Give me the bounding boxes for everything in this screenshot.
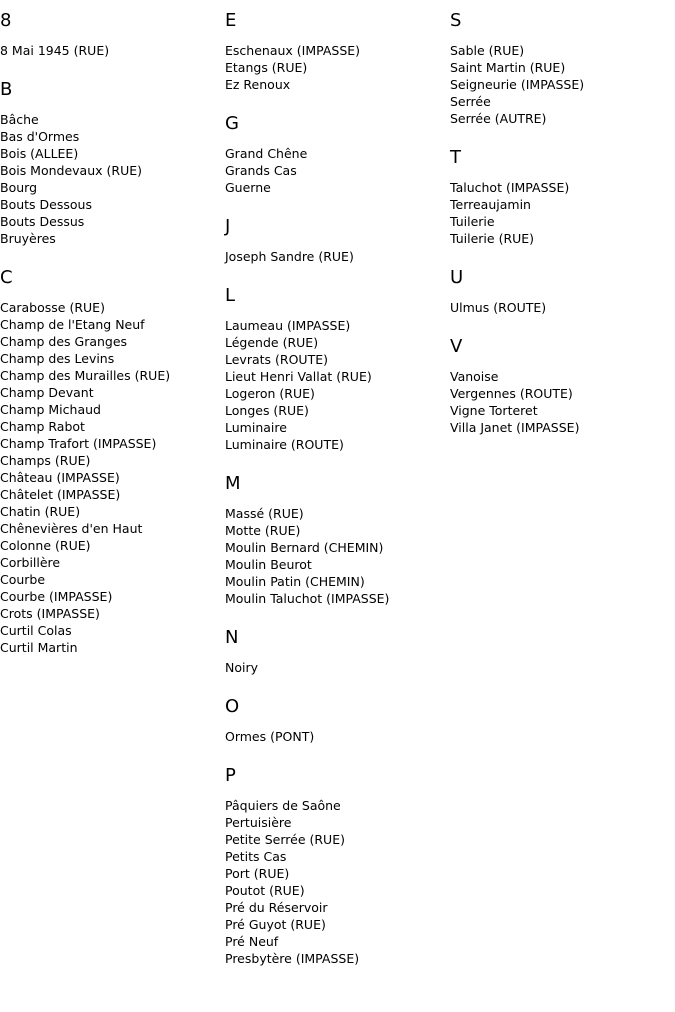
street-name: Bâche: [0, 112, 39, 127]
street-name: Bouts Dessous: [0, 197, 92, 212]
street-list: [225, 797, 450, 967]
street-name: Curtil Colas: [0, 623, 72, 638]
letter-heading: 8: [0, 10, 12, 31]
street-name: Châtelet (IMPASSE): [0, 487, 121, 502]
street-name: Luminaire (ROUTE): [225, 437, 344, 452]
letter-section: [225, 285, 450, 473]
street-list: [0, 299, 225, 656]
letter-section: [0, 267, 225, 676]
street-name: Crots (IMPASSE): [0, 606, 100, 621]
street-name: Champ Rabot: [0, 419, 85, 434]
street-name: Laumeau (IMPASSE): [225, 318, 351, 333]
index-column-3: [450, 10, 675, 987]
street-list: [225, 505, 450, 607]
letter-heading: E: [225, 10, 237, 31]
index-column-1: [0, 10, 225, 987]
street-list: [450, 368, 675, 436]
letter-heading: T: [450, 147, 461, 168]
street-list: [0, 42, 225, 59]
street-list: [225, 728, 450, 745]
street-name: Chatin (RUE): [0, 504, 81, 519]
street-name: Petite Serrée (RUE): [225, 832, 345, 847]
street-name: Champ des Levins: [0, 351, 115, 366]
street-list: [450, 179, 675, 247]
letter-heading: J: [225, 216, 231, 237]
letter-heading: L: [225, 285, 236, 306]
street-name: Bois (ALLEE): [0, 146, 79, 161]
street-name: Curtil Martin: [0, 640, 78, 655]
letter-heading: B: [0, 79, 13, 100]
street-name: Joseph Sandre (RUE): [225, 249, 354, 264]
street-list: [225, 317, 450, 453]
street-name: Pré Guyot (RUE): [225, 917, 326, 932]
street-name: Champ de l'Etang Neuf: [0, 317, 145, 332]
street-name: Pré Neuf: [225, 934, 279, 949]
letter-heading: C: [0, 267, 13, 288]
street-name: Seigneurie (IMPASSE): [450, 77, 585, 92]
street-name: Chênevières d'en Haut: [0, 521, 143, 536]
street-name: 8 Mai 1945 (RUE): [0, 43, 110, 58]
street-name: Moulin Beurot: [225, 557, 312, 572]
letter-heading: M: [225, 473, 241, 494]
street-name: Luminaire: [225, 420, 287, 435]
street-name: Longes (RUE): [225, 403, 309, 418]
street-name: Petits Cas: [225, 849, 287, 864]
street-name: Pertuisière: [225, 815, 292, 830]
street-name: Tuilerie: [450, 214, 495, 229]
street-name: Château (IMPASSE): [0, 470, 120, 485]
street-name: Villa Janet (IMPASSE): [450, 420, 580, 435]
letter-heading: S: [450, 10, 462, 31]
street-name: Champ des Murailles (RUE): [0, 368, 171, 383]
street-name: Poutot (RUE): [225, 883, 305, 898]
street-name: Ormes (PONT): [225, 729, 315, 744]
street-name: Serrée (AUTRE): [450, 111, 547, 126]
street-name: Ulmus (ROUTE): [450, 300, 547, 315]
street-list: [450, 299, 675, 316]
letter-heading: V: [450, 336, 463, 357]
street-list: [0, 111, 225, 247]
street-name: Moulin Patin (CHEMIN): [225, 574, 365, 589]
letter-section: [225, 627, 450, 696]
street-name: Etangs (RUE): [225, 60, 308, 75]
street-name: Vergennes (ROUTE): [450, 386, 573, 401]
street-name: Légende (RUE): [225, 335, 319, 350]
letter-section: [225, 696, 450, 765]
letter-heading: U: [450, 267, 464, 288]
street-name: Carabosse (RUE): [0, 300, 105, 315]
street-name: Grand Chêne: [225, 146, 308, 161]
letter-section: [0, 79, 225, 267]
street-name: Vanoise: [450, 369, 499, 384]
street-list: [225, 145, 450, 196]
street-name: Ez Renoux: [225, 77, 291, 92]
letter-section: [225, 765, 450, 987]
letter-heading: G: [225, 113, 239, 134]
street-name: Bourg: [0, 180, 37, 195]
letter-heading: P: [225, 765, 236, 786]
street-name: Champs (RUE): [0, 453, 91, 468]
street-name: Corbillère: [0, 555, 61, 570]
street-name: Pré du Réservoir: [225, 900, 328, 915]
letter-section: [225, 113, 450, 216]
letter-section: [225, 216, 450, 285]
street-list: [225, 248, 450, 265]
letter-heading: O: [225, 696, 240, 717]
letter-section: [0, 10, 225, 79]
street-name: Courbe: [0, 572, 46, 587]
letter-section: [450, 147, 675, 267]
street-name: Taluchot (IMPASSE): [450, 180, 570, 195]
street-name: Moulin Taluchot (IMPASSE): [225, 591, 390, 606]
street-name: Champ Devant: [0, 385, 94, 400]
street-name: Bruyères: [0, 231, 56, 246]
street-name: Champ Michaud: [0, 402, 101, 417]
street-name: Pâquiers de Saône: [225, 798, 341, 813]
street-name: Lieut Henri Vallat (RUE): [225, 369, 372, 384]
street-name: Terreaujamin: [450, 197, 531, 212]
street-name: Noiry: [225, 660, 259, 675]
letter-heading: N: [225, 627, 239, 648]
street-name: Massé (RUE): [225, 506, 304, 521]
index-column-2: [225, 10, 450, 987]
street-name: Champ Trafort (IMPASSE): [0, 436, 157, 451]
letter-section: [225, 10, 450, 113]
street-name: Guerne: [225, 180, 271, 195]
street-name: Levrats (ROUTE): [225, 352, 328, 367]
letter-section: [450, 10, 675, 147]
street-name: Motte (RUE): [225, 523, 301, 538]
street-name: Tuilerie (RUE): [450, 231, 535, 246]
street-name: Bois Mondevaux (RUE): [0, 163, 142, 178]
street-name: Bouts Dessus: [0, 214, 85, 229]
street-name: Sable (RUE): [450, 43, 525, 58]
street-list: [450, 42, 675, 127]
street-name: Moulin Bernard (CHEMIN): [225, 540, 384, 555]
street-name: Presbytère (IMPASSE): [225, 951, 360, 966]
street-name: Saint Martin (RUE): [450, 60, 566, 75]
street-name: Port (RUE): [225, 866, 290, 881]
letter-section: [450, 267, 675, 336]
street-list: [225, 42, 450, 93]
street-name: Serrée: [450, 94, 491, 109]
street-name: Bas d'Ormes: [0, 129, 80, 144]
street-name: Eschenaux (IMPASSE): [225, 43, 361, 58]
street-name: Champ des Granges: [0, 334, 128, 349]
street-name: Colonne (RUE): [0, 538, 91, 553]
street-list: [225, 659, 450, 676]
letter-section: [225, 473, 450, 627]
street-name: Courbe (IMPASSE): [0, 589, 113, 604]
letter-section: [450, 336, 675, 456]
street-name: Grands Cas: [225, 163, 297, 178]
street-name: Logeron (RUE): [225, 386, 315, 401]
street-name: Vigne Torteret: [450, 403, 538, 418]
